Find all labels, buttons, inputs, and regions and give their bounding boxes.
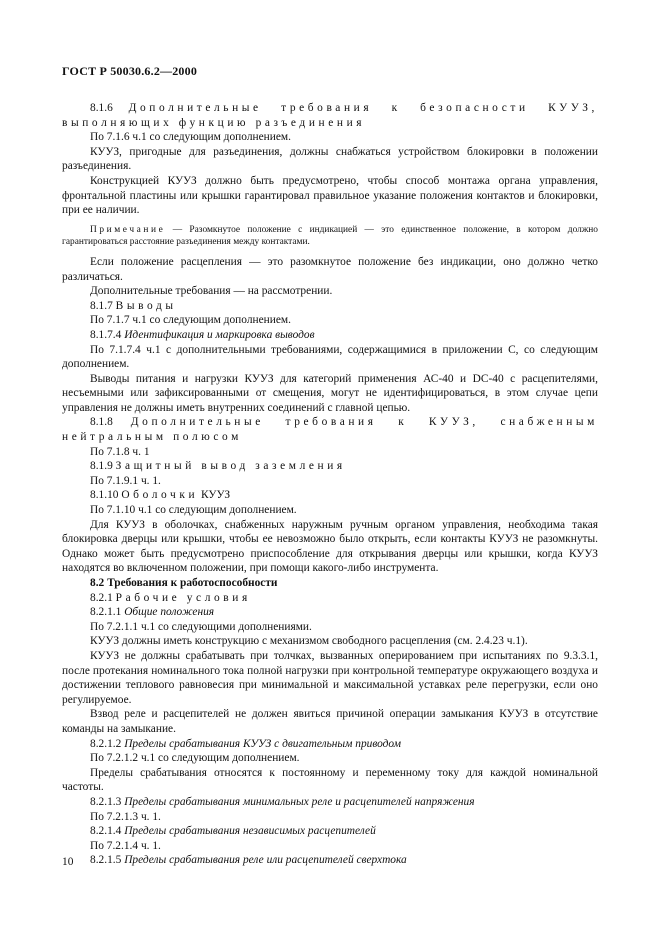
paragraph: По 7.2.1.2 ч.1 со следующим дополнением. [90, 752, 300, 765]
paragraph: По 7.1.8 ч. 1 [90, 445, 150, 458]
clause-8-1-7-4-title [62, 328, 598, 343]
paragraph: КУУЗ не должны срабатывать при толчках, вызванных оперированием при испытаниях по 9.3.3.1, после протекания номинального тока полной нагрузки при контрольной температуре окружающего воздуха и достижении теплового равновесия при минимальной и максимальной уставках реле перегрузки, если оно регулируемое. [62, 649, 598, 706]
clause-title: Идентификация и маркировка выводов [124, 328, 315, 341]
clause-8-2-1-1-title [62, 605, 598, 620]
paragraph: По 7.2.1.1 ч.1 со следующими дополнениями. [90, 620, 312, 633]
paragraph: Конструкцией КУУЗ должно быть предусмотрено, чтобы способ монтажа органа управления, фронтальной пластины или крышки гарантировал правильное указание положения контактов и блокировки, при ее наличии. [62, 174, 598, 217]
clause-title-abbr: КУУЗ [201, 489, 231, 502]
paragraph: По 7.2.1.3 ч. 1. [90, 810, 161, 823]
paragraph: Пределы срабатывания относятся к постоянному и переменному току для каждой номинальной частоты. [62, 766, 598, 794]
paragraph: По 7.2.1.4 ч. 1. [90, 839, 161, 852]
paragraph: КУУЗ должны иметь конструкцию с механизмом свободного расцепления (см. 2.4.23 ч.1). [90, 635, 528, 648]
paragraph: КУУЗ, пригодные для разъединения, должны снабжаться устройством блокировки в положении разъединения. [62, 145, 598, 173]
clause-title: Пределы срабатывания минимальных реле и расцепителей напряжения [124, 795, 475, 808]
page-header: ГОСТ Р 50030.6.2—2000 [62, 64, 198, 78]
clause-number: 8.2.1.4 [90, 825, 122, 838]
clause-number: 8.1.10 [90, 489, 119, 502]
clause-number: 8.1.6 [90, 102, 113, 114]
paragraph: Для КУУЗ в оболочках, снабженных наружным ручным органом управления, необходима такая блокировка дверцы или крышки, чтобы ее невозможно было открыть, если контакты КУУЗ не разомкнуты. Однако может быть предусмотрено приспособление для открывания дверцы или крышки, когда КУУЗ находятся во включенном положении, при помощи какого-либо инструмента. [62, 518, 598, 575]
paragraph: Дополнительные требования — на рассмотрении. [90, 285, 333, 298]
note-label: Примечание [90, 224, 166, 235]
page-number: 10 [62, 856, 74, 868]
paragraph: По 7.1.10 ч.1 со следующим дополнением. [90, 504, 297, 517]
paragraph: Выводы питания и нагрузки КУУЗ для категорий применения АС-40 и DC-40 с расцепителями, несъемными или зафиксированными от смещения, могут не идентифицироваться, в этом случае цепи управления не должны иметь внутренних соединений с главной цепью. [62, 372, 598, 414]
clause-number: 8.1.7.4 [90, 328, 122, 341]
section-8-2-title: 8.2 Требования к работоспособности [90, 577, 278, 589]
paragraph: По 7.1.7 ч.1 со следующим дополнением. [90, 314, 291, 327]
clause-number: 8.2.1.1 [90, 606, 122, 619]
clause-title: Защитный вывод заземления [115, 460, 346, 473]
note [62, 224, 598, 249]
clause-number: 8.1.7 [90, 299, 113, 312]
note-text: — Разомкнутое положение с индикацией — это единственное положение, в котором должно гарантироваться расстояние разъединения между контактами. [62, 224, 598, 248]
clause-number: 8.2.1 [90, 591, 113, 604]
clause-title: Оболочки [121, 489, 199, 502]
paragraph: Взвод реле и расцепителей не должен явиться причиной операции замыкания КУУЗ в отсутствие команды на замыкание. [62, 708, 598, 735]
paragraph: По 7.1.9.1 ч. 1. [90, 474, 161, 487]
clause-title: Пределы срабатывания КУУЗ с двигательным приводом [124, 737, 401, 750]
paragraph: По 7.1.6 ч.1 со следующим дополнением. [90, 131, 291, 144]
clause-8-2-1-title [62, 591, 598, 606]
clause-number: 8.1.8 [90, 416, 113, 429]
clause-title: Дополнительные требования к безопасности КУУЗ, выполняющих функцию разъединения [62, 102, 598, 129]
clause-8-1-10-title [62, 488, 598, 503]
clause-8-1-9-title [62, 459, 598, 474]
clause-number: 8.2.1.5 [90, 854, 122, 867]
clause-number: 8.1.9 [90, 460, 113, 473]
clause-title: Пределы срабатывания независимых расцепителей [124, 825, 376, 838]
clause-8-2-1-5-title [62, 853, 598, 868]
clause-8-2-1-2-title [62, 737, 598, 752]
clause-8-1-7-title [62, 299, 598, 314]
paragraph: Если положение расцепления — это разомкнутое положение без индикации, оно должно четко различаться. [62, 255, 598, 283]
clause-number: 8.2.1.2 [90, 737, 122, 750]
clause-title: Выводы [115, 299, 177, 312]
clause-8-1-6-title [62, 101, 598, 130]
clause-title: Пределы срабатывания реле или расцепителей сверхтока [124, 854, 407, 867]
clause-8-2-1-3-title [62, 795, 598, 810]
clause-title: Общие положения [124, 606, 215, 619]
clause-title: Дополнительные требования к КУУЗ, снабженным нейтральным полюсом [62, 416, 598, 444]
clause-number: 8.2.1.3 [90, 795, 122, 808]
clause-8-1-8-title [62, 415, 598, 444]
document-page [62, 64, 598, 868]
clause-8-2-1-4-title [62, 824, 598, 839]
clause-title: Рабочие условия [115, 591, 251, 604]
paragraph: По 7.1.7.4 ч.1 с дополнительными требованиями, содержащимися в приложении С, со следующим дополнением. [62, 343, 598, 371]
